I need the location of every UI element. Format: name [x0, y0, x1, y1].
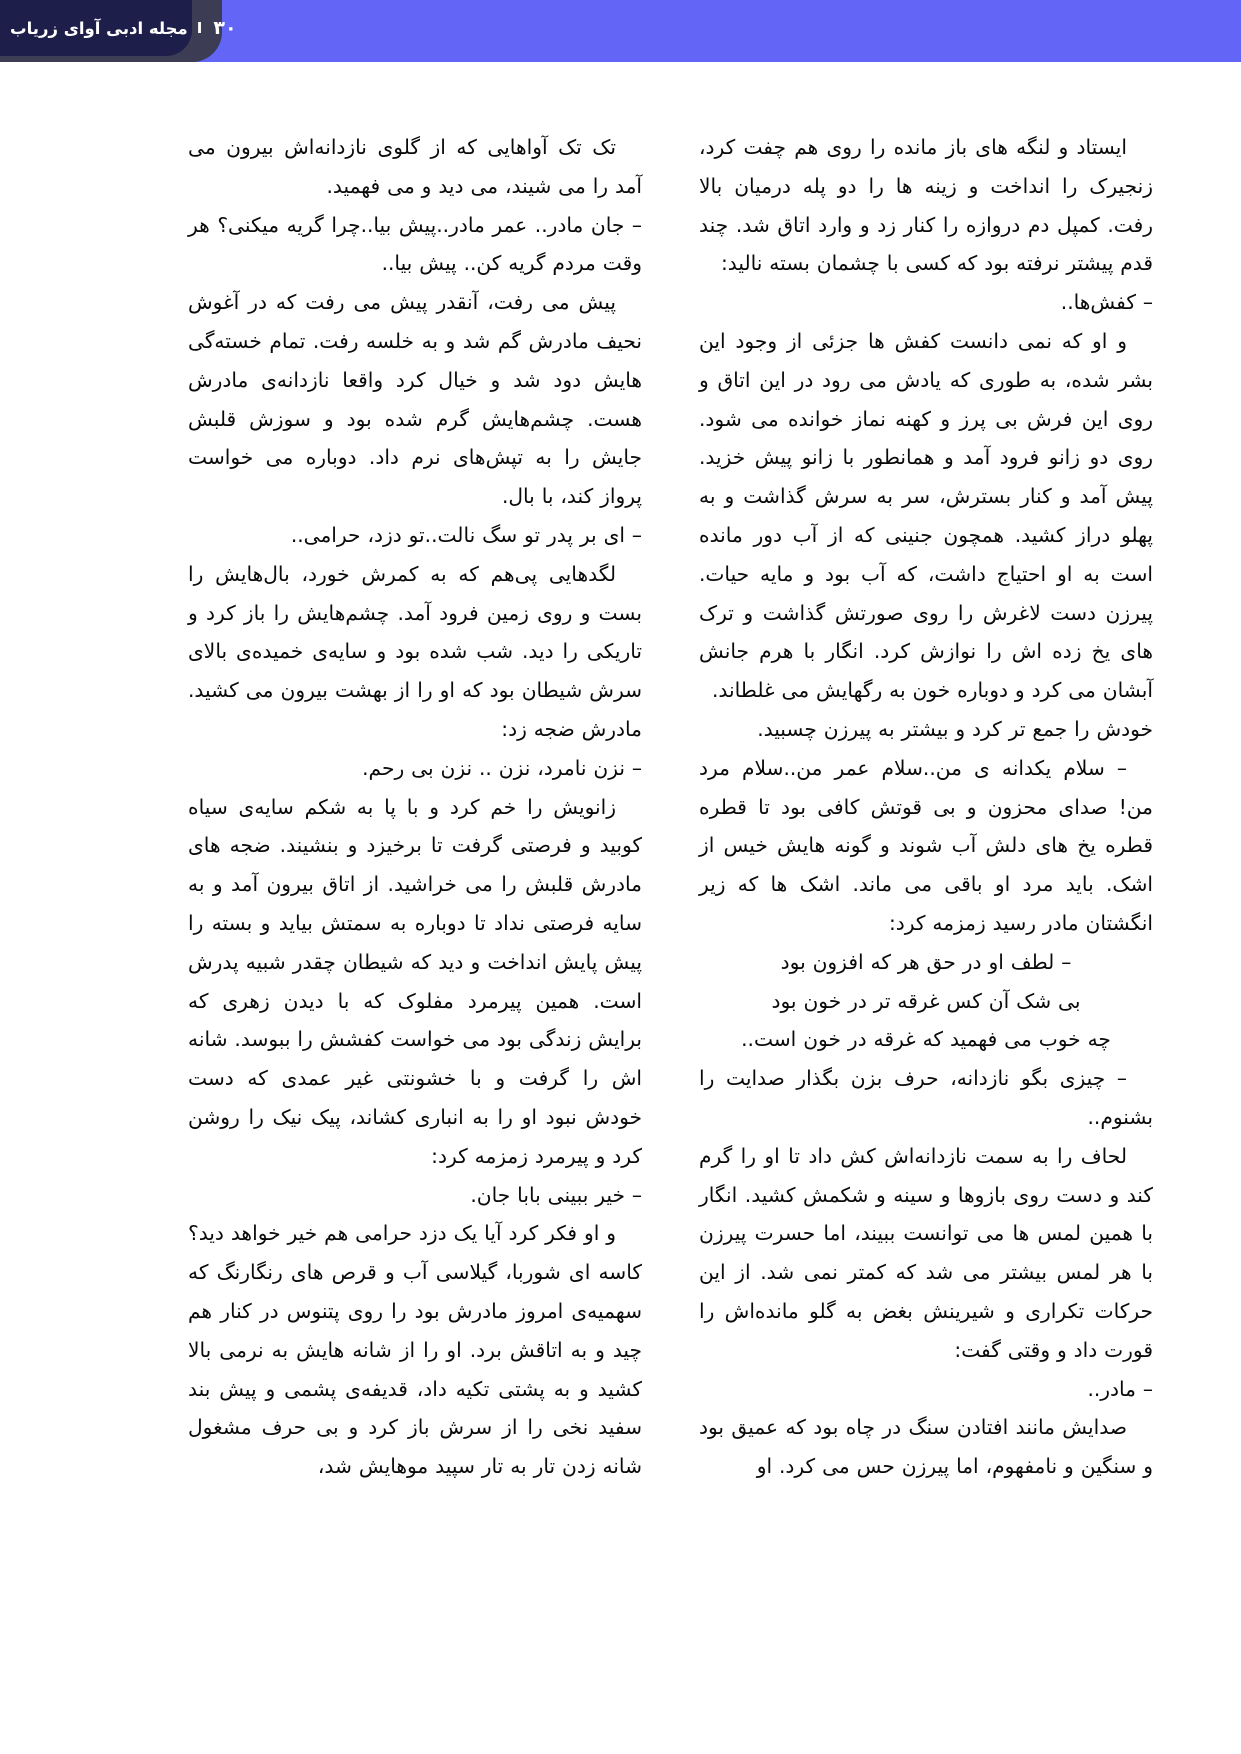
paragraph: پیش می رفت، آنقدر پیش می رفت که در آغوش نحیف مادرش گم شد و به خلسه رفت. تمام خسته‌گی هایش دود شد و خیال کرد واقعا نازدانه‌ی مادرش هست. چشم‌هایش گرم شده بود و سوزش قلبش جایش را به تپش‌های نرم داد. دوباره می خواست پرواز کند، با بال.	[188, 290, 642, 509]
paragraph: – خیر ببینی بابا جان.	[470, 1182, 642, 1207]
paragraph: و او که نمی دانست کفش ها جزئی از وجود این بشر شده، به طوری که یادش می رود در این اتاق و روی این فرش بی پرز و کهنه نماز خوانده می شود. روی دو زانو فرود آمد و همانطور با زانو پیش خزید. پیش آمد و کنار بسترش، سر به سرش گذاشت و به پهلو دراز کشید. همچون جنینی که از آب دور مانده است به او احتیاج داشت، که آب بود و مایه حیات. پیرزن دست لاغرش را روی صورتش گذاشت و ترک های یخ زده اش را نوازش کرد. انگار با هرم جانش آبشان می کرد و دوباره خون به رگهایش می غلطاند.	[699, 328, 1153, 703]
header-content	[0, 0, 237, 56]
paragraph: تک تک آواهایی که از گلوی نازدانه‌اش بیرون می آمد را می شیند، می دید و می فهمید.	[188, 135, 642, 198]
page-number: ۳۰	[213, 17, 237, 39]
paragraph: خودش را جمع تر کرد و بیشتر به پیرزن چسبید.	[757, 716, 1153, 741]
verse-line: چه خوب می فهمید که غرقه در خون است..	[741, 1027, 1111, 1052]
paragraph: – مادر..	[1087, 1376, 1153, 1401]
verse-line: بی شک آن کس غرقه تر در خون بود	[771, 988, 1081, 1013]
paragraph: لحاف را به سمت نازدانه‌اش کش داد تا او را گرم کند و دست روی بازوها و سینه و شکمش کشید. انگار با همین لمس ها می توانست ببیند، اما حسرت پیرزن با هر لمس بیشتر می شد که کمتر نمی شد. از این حرکات تکراری و شیرینش بغض به گلو مانده‌اش را قورت داد و وقتی گفت:	[699, 1143, 1153, 1362]
page-header	[0, 0, 1241, 62]
paragraph: – کفش‌ها..	[1060, 290, 1153, 315]
paragraph: – چیزی بگو نازدانه، حرف بزن بگذار صدایت را بشنوم..	[699, 1066, 1153, 1129]
article-body	[188, 128, 1153, 1479]
paragraph: – سلام یکدانه ی من..سلام عمر من..سلام مرد من! صدای محزون و بی قوتش کافی بود تا قطره قطره یخ های دلش آب شوند و گونه هایش خیس از اشک. باید مرد او باقی می ماند. اشک ها که زیر انگشتان مادر رسید زمزمه کرد:	[699, 755, 1153, 935]
header-separator: I	[196, 19, 203, 37]
magazine-title: مجله ادبی آوای زریاب	[10, 18, 188, 38]
paragraph: ایستاد و لنگه های باز مانده را روی هم چفت کرد، زنجیرک را انداخت و زینه ها را دو پله درمیان بالا رفت. کمپل دم دروازه را کنار زد و وارد اتاق شد. چند قدم پیشتر نرفته بود که کسی با چشمان بسته نالید:	[699, 135, 1153, 276]
paragraph: و او فکر کرد آیا یک دزد حرامی هم خیر خواهد دید؟ کاسه ای شوربا، گیلاسی آب و قرص های رنگارنگ که سهمیه‌ی امروز مادرش بود را روی پتنوس در کنار هم چید و به اتاقش برد. او را از شانه هایش به نرمی بالا کشید و به پشتی تکیه داد، قدیفه‌ی پشمی و پیش بند سفید نخی را از سرش باز کرد و بی حرف مشغول شانه زدن تار به تار سپید موهایش شد،	[188, 1221, 642, 1479]
paragraph: زانویش را خم کرد و با پا به شکم سایه‌ی سیاه کوبید و فرصتی گرفت تا برخیزد و بنشیند. ضجه های مادرش قلبش را می خراشید. از اتاق بیرون آمد و به سایه فرصتی نداد تا دوباره به سمتش بیاید و بسته را پیش پایش انداخت و دید که شیطان چقدر شبیه پدرش است. همین پیرمرد مفلوک که با دیدن زهری که برایش زندگی بود می خواست کفشش را ببوسد. شانه اش را گرفت و با خشونتی غیر عمدی که دست خودش نبود او را به انباری کشاند، پیک نیک را روشن کرد و پیرمرد زمزمه کرد:	[188, 794, 642, 1168]
paragraph: لگدهایی پی‌هم که به کمرش خورد، بال‌هایش را بست و روی زمین فرود آمد. چشم‌هایش را باز کرد و تاریکی را دید. شب شده بود و سایه‌ی خمیده‌ی بالای سرش شیطان بود که او را از بهشت بیرون می کشید. مادرش ضجه زد:	[188, 561, 642, 741]
verse-line: – لطف او در حق هر که افزون بود	[780, 949, 1072, 974]
paragraph: – نزن نامرد، نزن .. نزن بی رحم.	[362, 755, 642, 780]
paragraph: صدایش مانند افتادن سنگ در چاه بود که عمیق بود و سنگین و نامفهوم، اما پیرزن حس می کرد. او	[699, 1415, 1153, 1479]
column-right	[699, 128, 1153, 1479]
paragraph: – جان مادر.. عمر مادر..پیش بیا..چرا گریه میکنی؟ هر وقت مردم گریه کن.. پیش بیا..	[188, 212, 642, 276]
column-left	[188, 128, 642, 1479]
paragraph: – ای بر پدر تو سگ نالت..تو دزد، حرامی..	[290, 522, 642, 547]
